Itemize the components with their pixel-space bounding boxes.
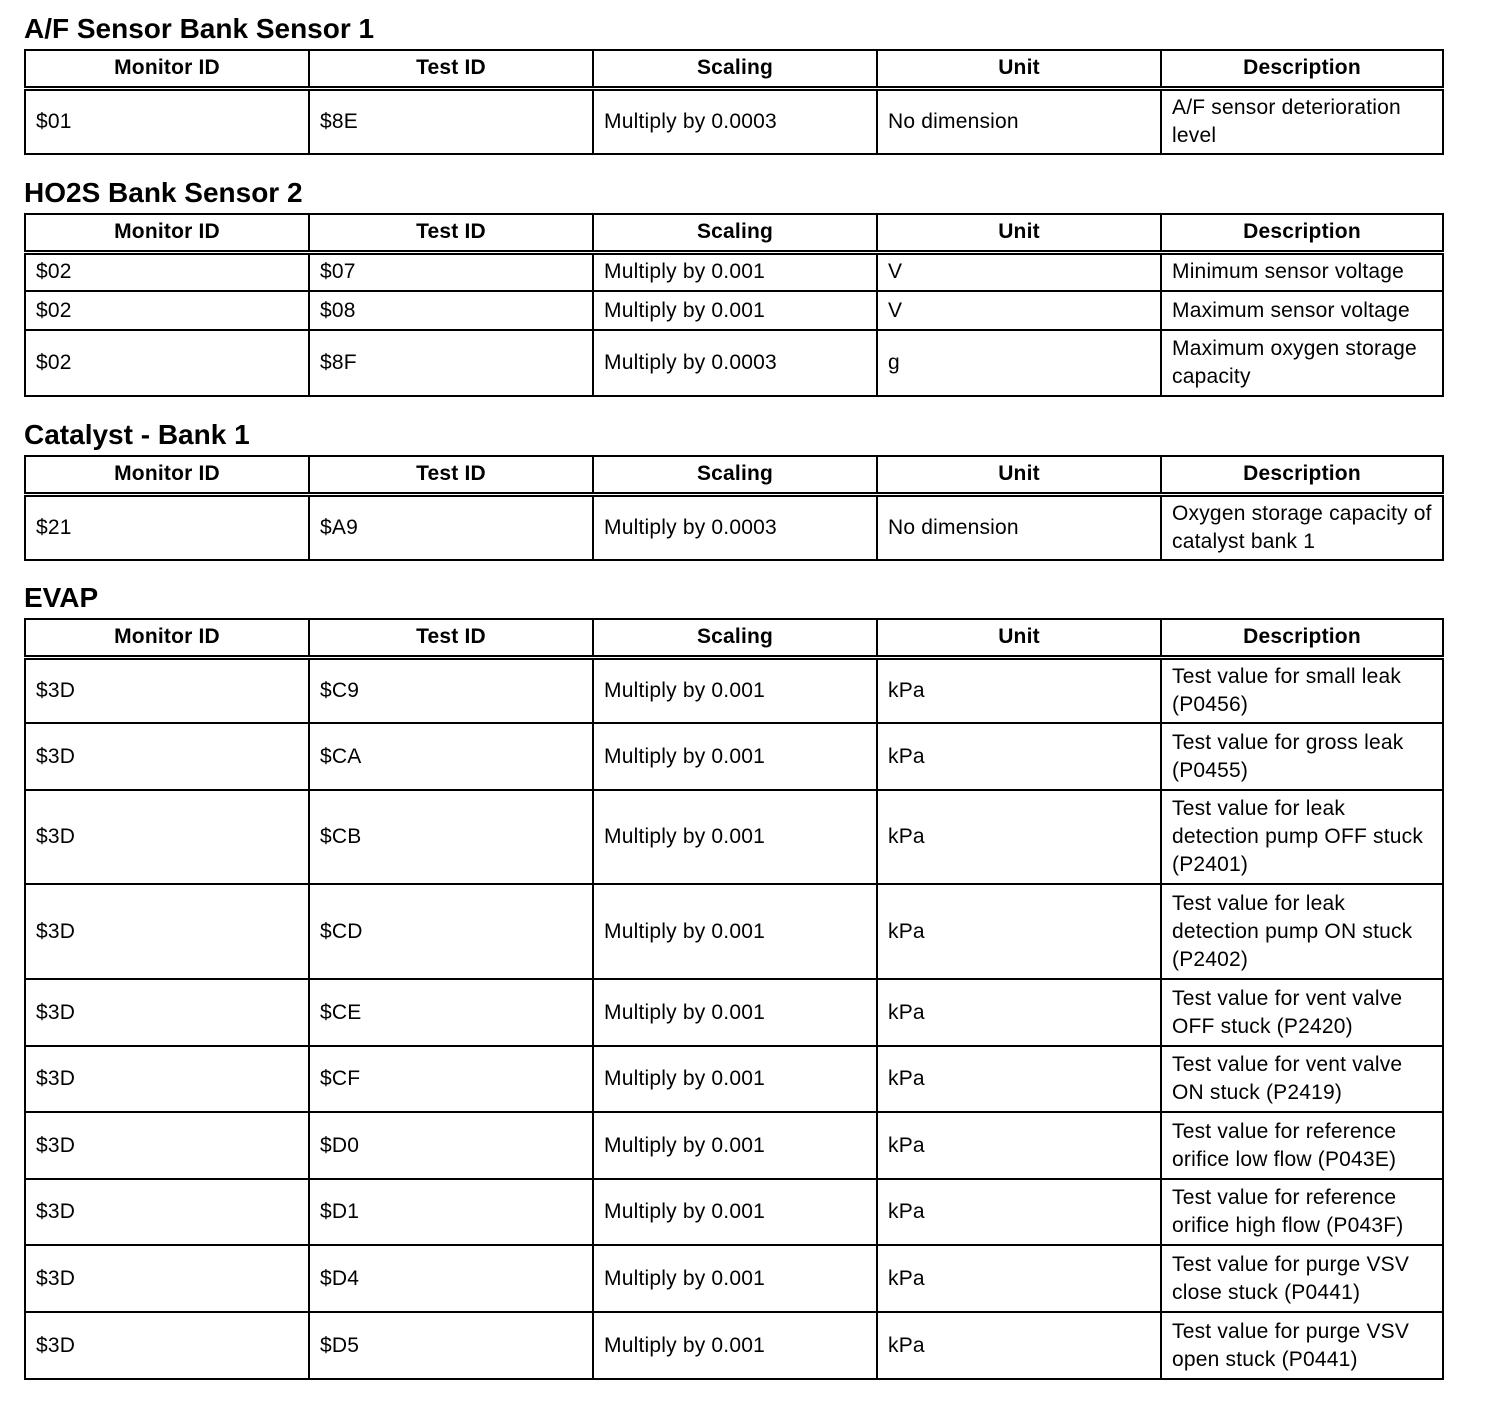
header-unit: Unit <box>877 456 1161 494</box>
section-title: EVAP <box>24 582 99 613</box>
cell-monitor-id: $3D <box>25 979 309 1046</box>
table-row <box>25 790 1443 884</box>
cell-monitor-id: $3D <box>25 790 309 884</box>
table-row <box>25 657 1443 723</box>
table-row <box>25 1179 1443 1245</box>
cell-monitor-id: $3D <box>25 884 309 979</box>
cell-test-id: $A9 <box>309 494 593 560</box>
cell-scaling: Multiply by 0.001 <box>593 291 877 330</box>
cell-monitor-id: $3D <box>25 657 309 723</box>
cell-monitor-id: $01 <box>25 88 309 154</box>
header-test-id: Test ID <box>309 456 593 494</box>
cell-description: Maximum sensor voltage <box>1161 291 1443 330</box>
header-description: Description <box>1161 456 1443 494</box>
cell-description: Test value for vent valve OFF stuck (P2420) <box>1161 979 1443 1046</box>
header-monitor-id: Monitor ID <box>25 50 309 88</box>
table-row <box>25 1046 1443 1112</box>
cell-scaling: Multiply by 0.001 <box>593 979 877 1046</box>
cell-unit: g <box>877 330 1161 396</box>
cell-scaling: Multiply by 0.001 <box>593 1245 877 1312</box>
cell-description: Oxygen storage capacity of catalyst bank 1 <box>1161 494 1443 560</box>
table-row <box>25 723 1443 790</box>
cell-unit: kPa <box>877 790 1161 884</box>
af-sensor-table <box>24 49 1444 155</box>
cell-monitor-id: $02 <box>25 330 309 396</box>
ho2s-sensor-table <box>24 213 1444 397</box>
cell-monitor-id: $3D <box>25 723 309 790</box>
cell-description: Test value for purge VSV close stuck (P0441) <box>1161 1245 1443 1312</box>
header-row <box>25 50 1443 88</box>
cell-test-id: $CF <box>309 1046 593 1112</box>
header-scaling: Scaling <box>593 214 877 252</box>
table-row <box>25 88 1443 154</box>
cell-scaling: Multiply by 0.0003 <box>593 88 877 154</box>
cell-test-id: $D5 <box>309 1312 593 1379</box>
cell-test-id: $CA <box>309 723 593 790</box>
header-row <box>25 619 1443 657</box>
cell-scaling: Multiply by 0.001 <box>593 1046 877 1112</box>
cell-scaling: Multiply by 0.001 <box>593 1312 877 1379</box>
cell-scaling: Multiply by 0.001 <box>593 723 877 790</box>
cell-description: Test value for leak detection pump ON stuck (P2402) <box>1161 884 1443 979</box>
cell-scaling: Multiply by 0.001 <box>593 252 877 291</box>
header-scaling: Scaling <box>593 50 877 88</box>
cell-description: Test value for leak detection pump OFF stuck (P2401) <box>1161 790 1443 884</box>
cell-test-id: $8E <box>309 88 593 154</box>
cell-unit: V <box>877 291 1161 330</box>
cell-unit: V <box>877 252 1161 291</box>
cell-description: Minimum sensor voltage <box>1161 252 1443 291</box>
cell-monitor-id: $3D <box>25 1179 309 1245</box>
cell-test-id: $D1 <box>309 1179 593 1245</box>
cell-test-id: $CE <box>309 979 593 1046</box>
cell-monitor-id: $3D <box>25 1046 309 1112</box>
cell-scaling: Multiply by 0.001 <box>593 1179 877 1245</box>
cell-unit: No dimension <box>877 494 1161 560</box>
header-description: Description <box>1161 619 1443 657</box>
cell-description: Test value for reference orifice high flow (P043F) <box>1161 1179 1443 1245</box>
section-title: A/F Sensor Bank Sensor 1 <box>24 13 375 44</box>
cell-unit: kPa <box>877 657 1161 723</box>
cell-scaling: Multiply by 0.001 <box>593 657 877 723</box>
cell-test-id: $8F <box>309 330 593 396</box>
cell-unit: kPa <box>877 1179 1161 1245</box>
cell-unit: No dimension <box>877 88 1161 154</box>
section-title: Catalyst - Bank 1 <box>24 419 250 450</box>
section-title: HO2S Bank Sensor 2 <box>24 177 303 208</box>
table-row <box>25 494 1443 560</box>
cell-monitor-id: $3D <box>25 1312 309 1379</box>
cell-unit: kPa <box>877 1312 1161 1379</box>
cell-description: Test value for small leak (P0456) <box>1161 657 1443 723</box>
cell-scaling: Multiply by 0.001 <box>593 884 877 979</box>
cell-monitor-id: $02 <box>25 252 309 291</box>
cell-description: Test value for vent valve ON stuck (P2419) <box>1161 1046 1443 1112</box>
header-unit: Unit <box>877 50 1161 88</box>
cell-description: A/F sensor deterioration level <box>1161 88 1443 154</box>
table-row <box>25 1112 1443 1179</box>
cell-test-id: $D0 <box>309 1112 593 1179</box>
header-description: Description <box>1161 214 1443 252</box>
evap-table <box>24 618 1444 1380</box>
table-row <box>25 884 1443 979</box>
cell-unit: kPa <box>877 1046 1161 1112</box>
header-scaling: Scaling <box>593 456 877 494</box>
cell-unit: kPa <box>877 723 1161 790</box>
cell-scaling: Multiply by 0.001 <box>593 1112 877 1179</box>
header-description: Description <box>1161 50 1443 88</box>
cell-monitor-id: $3D <box>25 1112 309 1179</box>
cell-test-id: $D4 <box>309 1245 593 1312</box>
header-row <box>25 214 1443 252</box>
cell-test-id: $CD <box>309 884 593 979</box>
cell-monitor-id: $21 <box>25 494 309 560</box>
cell-scaling: Multiply by 0.0003 <box>593 494 877 560</box>
cell-test-id: $CB <box>309 790 593 884</box>
cell-scaling: Multiply by 0.001 <box>593 790 877 884</box>
header-scaling: Scaling <box>593 619 877 657</box>
cell-test-id: $07 <box>309 252 593 291</box>
cell-description: Test value for reference orifice low flow (P043E) <box>1161 1112 1443 1179</box>
header-monitor-id: Monitor ID <box>25 214 309 252</box>
header-test-id: Test ID <box>309 50 593 88</box>
table-row <box>25 252 1443 291</box>
cell-monitor-id: $3D <box>25 1245 309 1312</box>
cell-description: Test value for purge VSV open stuck (P0441) <box>1161 1312 1443 1379</box>
cell-test-id: $08 <box>309 291 593 330</box>
cell-unit: kPa <box>877 979 1161 1046</box>
cell-monitor-id: $02 <box>25 291 309 330</box>
table-row <box>25 291 1443 330</box>
table-row <box>25 979 1443 1046</box>
header-row <box>25 456 1443 494</box>
header-monitor-id: Monitor ID <box>25 619 309 657</box>
table-row <box>25 1245 1443 1312</box>
cell-unit: kPa <box>877 884 1161 979</box>
table-row <box>25 1312 1443 1379</box>
catalyst-table <box>24 455 1444 561</box>
cell-unit: kPa <box>877 1245 1161 1312</box>
table-row <box>25 330 1443 396</box>
header-unit: Unit <box>877 619 1161 657</box>
header-test-id: Test ID <box>309 214 593 252</box>
cell-description: Maximum oxygen storage capacity <box>1161 330 1443 396</box>
cell-scaling: Multiply by 0.0003 <box>593 330 877 396</box>
cell-test-id: $C9 <box>309 657 593 723</box>
cell-unit: kPa <box>877 1112 1161 1179</box>
header-unit: Unit <box>877 214 1161 252</box>
header-monitor-id: Monitor ID <box>25 456 309 494</box>
header-test-id: Test ID <box>309 619 593 657</box>
cell-description: Test value for gross leak (P0455) <box>1161 723 1443 790</box>
